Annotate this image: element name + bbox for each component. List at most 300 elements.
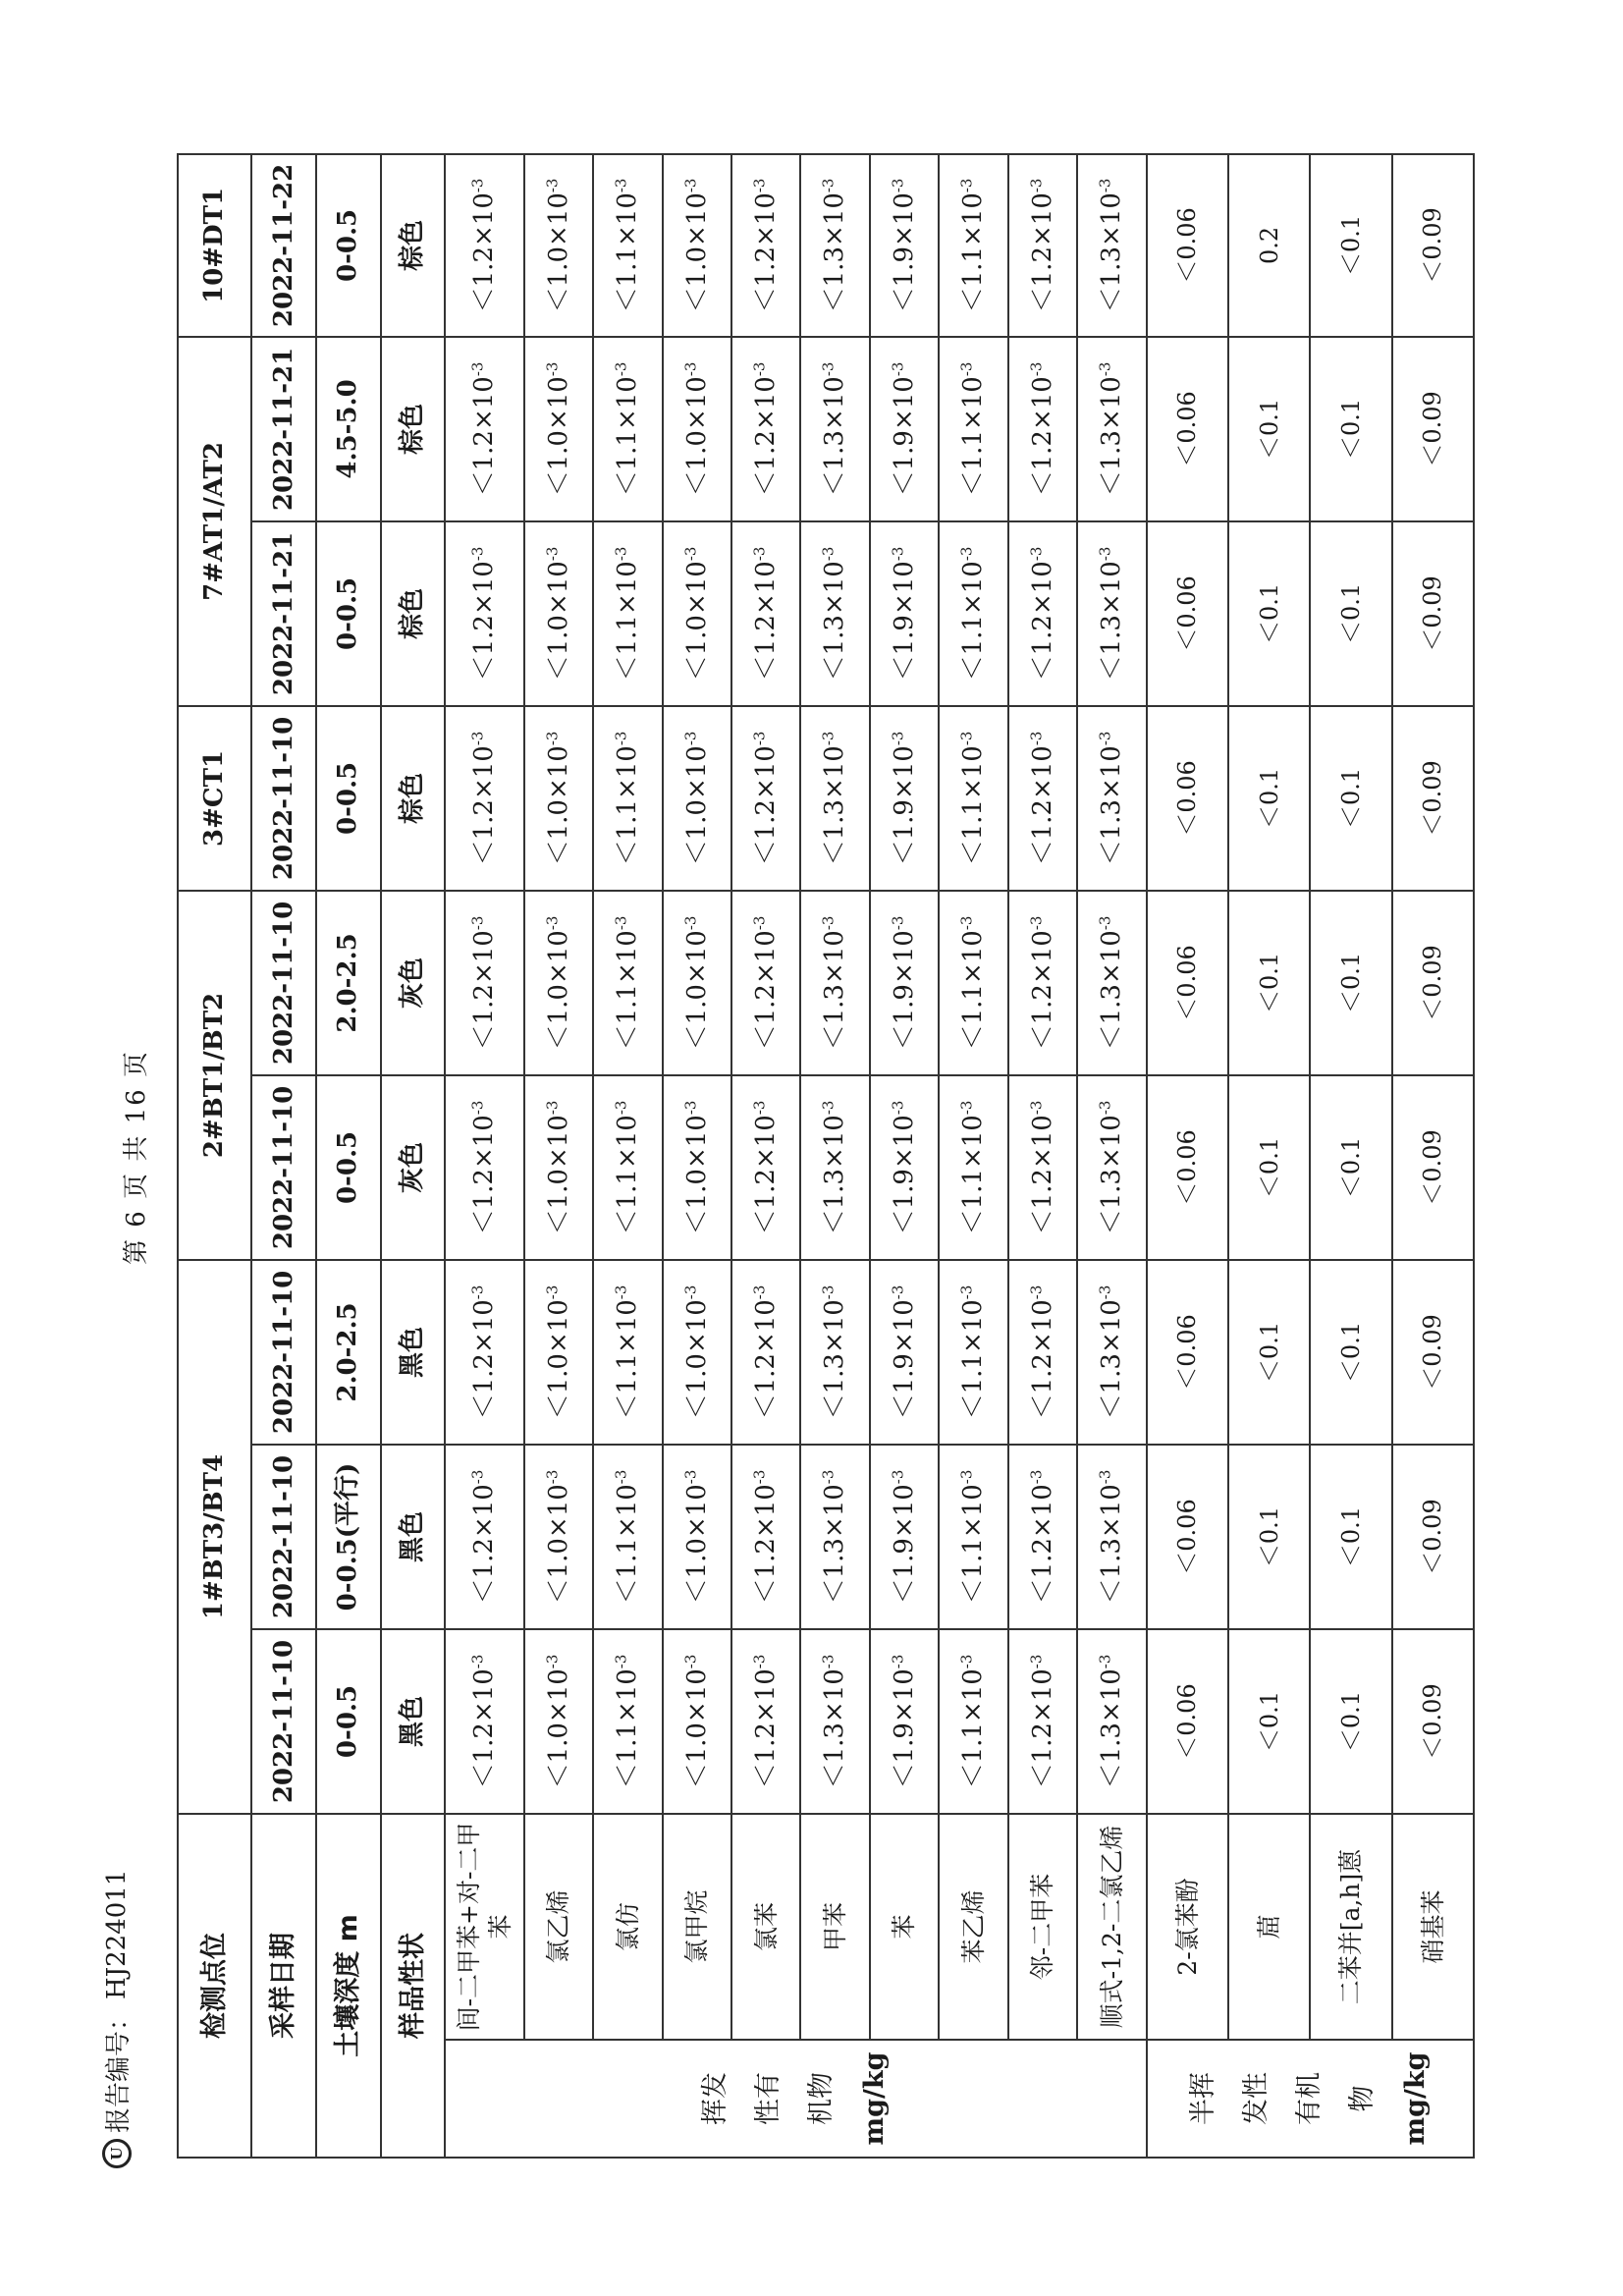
property-cell: 黑色 <box>381 1260 446 1445</box>
result-cell <box>593 1260 662 1445</box>
svoc-group-label-line: 发性 <box>1241 2072 1272 2125</box>
result-cell: ＜0.09 <box>1392 521 1474 706</box>
result-value: ＜1.1×10 <box>613 1668 643 1789</box>
result-exponent: -3 <box>750 178 769 193</box>
result-value: ＜1.0×10 <box>681 1484 712 1605</box>
result-exponent: -3 <box>750 546 769 562</box>
result-exponent: -3 <box>468 178 487 193</box>
result-cell <box>1077 891 1146 1075</box>
table-row <box>1077 154 1146 2158</box>
result-exponent: -3 <box>1026 915 1045 931</box>
result-exponent: -3 <box>1026 546 1045 562</box>
result-exponent: -3 <box>1096 1654 1114 1669</box>
soil-depth-label: 土壤深度 m <box>316 1814 381 2158</box>
result-cell <box>445 1075 523 1260</box>
compound-name: 氯甲烷 <box>663 1814 731 2040</box>
result-cell: ＜0.09 <box>1392 337 1474 521</box>
result-exponent: -3 <box>957 178 976 193</box>
date-cell: 2022-11-10 <box>251 1260 316 1445</box>
result-value: ＜1.2×10 <box>469 376 500 497</box>
result-value: ＜1.2×10 <box>1027 1668 1057 1789</box>
depth-cell: 0-0.5 <box>316 706 381 891</box>
depth-cell: 0-0.5(平行) <box>316 1445 381 1629</box>
result-value: ＜1.1×10 <box>613 192 643 313</box>
result-cell <box>593 1445 662 1629</box>
result-value: ＜1.3×10 <box>1097 1299 1127 1420</box>
result-value: ＜1.9×10 <box>889 192 919 313</box>
result-cell <box>800 1629 869 1814</box>
result-cell <box>939 154 1007 337</box>
report-number-line <box>98 1870 135 2168</box>
result-cell <box>524 521 593 706</box>
result-cell <box>731 706 800 891</box>
result-value: ＜1.9×10 <box>889 1668 919 1789</box>
result-cell <box>731 1075 800 1260</box>
result-exponent: -3 <box>1026 1285 1045 1300</box>
result-value: ＜1.3×10 <box>820 1115 850 1235</box>
result-value: ＜1.2×10 <box>750 1484 781 1605</box>
result-exponent: -3 <box>957 1285 976 1300</box>
result-cell <box>663 891 731 1075</box>
table-row <box>1228 154 1310 2158</box>
compound-name: 氯乙烯 <box>524 1814 593 2040</box>
property-cell: 黑色 <box>381 1445 446 1629</box>
result-exponent: -3 <box>612 1469 630 1485</box>
result-value: ＜1.1×10 <box>958 561 989 682</box>
result-value: ＜1.2×10 <box>1027 192 1057 313</box>
result-exponent: -3 <box>468 1285 487 1300</box>
result-exponent: -3 <box>612 1100 630 1116</box>
result-cell <box>870 1260 939 1445</box>
date-cell: 2022-11-10 <box>251 706 316 891</box>
result-cell <box>939 891 1007 1075</box>
result-value: ＜1.2×10 <box>750 192 781 313</box>
voc-group-label <box>445 2040 1146 2158</box>
table-row <box>1392 154 1474 2158</box>
result-exponent: -3 <box>889 1469 907 1485</box>
result-exponent: -3 <box>1026 361 1045 377</box>
result-cell <box>870 706 939 891</box>
result-exponent: -3 <box>819 361 838 377</box>
result-cell <box>524 1075 593 1260</box>
result-exponent: -3 <box>819 1285 838 1300</box>
result-cell <box>870 1075 939 1260</box>
result-exponent: -3 <box>468 731 487 746</box>
result-exponent: -3 <box>889 731 907 746</box>
result-cell <box>800 891 869 1075</box>
result-cell <box>731 337 800 521</box>
depth-cell: 0-0.5 <box>316 154 381 337</box>
result-exponent: -3 <box>468 1469 487 1485</box>
result-cell <box>593 1075 662 1260</box>
svoc-group-label-line: 有机 <box>1294 2072 1325 2125</box>
result-cell: ＜0.06 <box>1147 521 1228 706</box>
result-cell <box>1077 1075 1146 1260</box>
result-value: ＜1.3×10 <box>1097 1115 1127 1235</box>
result-exponent: -3 <box>680 1654 699 1669</box>
depth-cell: 2.0-2.5 <box>316 891 381 1075</box>
result-exponent: -3 <box>1096 1100 1114 1116</box>
result-value: ＜1.9×10 <box>889 376 919 497</box>
point-header-10: 10#DT1 <box>178 154 251 337</box>
result-cell <box>731 521 800 706</box>
result-exponent: -3 <box>889 361 907 377</box>
voc-group-label-line: 挥发 <box>700 2072 731 2125</box>
svoc-group-label-line: 半挥 <box>1188 2072 1219 2125</box>
result-cell <box>870 891 939 1075</box>
result-cell: ＜0.1 <box>1228 337 1310 521</box>
result-cell: ＜0.1 <box>1228 891 1310 1075</box>
result-exponent: -3 <box>957 1100 976 1116</box>
company-logo-icon: U <box>102 2139 132 2168</box>
result-value: ＜1.0×10 <box>543 930 573 1051</box>
result-value: ＜1.2×10 <box>1027 930 1057 1051</box>
result-value: ＜1.0×10 <box>681 1668 712 1789</box>
report-number-value: HJ224011 <box>101 1869 132 1999</box>
result-value: ＜1.1×10 <box>613 1484 643 1605</box>
depth-cell: 0-0.5 <box>316 1075 381 1260</box>
result-cell <box>524 891 593 1075</box>
result-cell <box>939 337 1007 521</box>
result-cell: ＜0.1 <box>1228 1075 1310 1260</box>
result-value: ＜1.2×10 <box>750 561 781 682</box>
result-value: ＜1.3×10 <box>1097 192 1127 313</box>
result-cell <box>524 706 593 891</box>
result-value: ＜1.2×10 <box>469 1299 500 1420</box>
result-cell <box>1077 154 1146 337</box>
property-cell: 棕色 <box>381 337 446 521</box>
result-cell <box>445 1629 523 1814</box>
result-exponent: -3 <box>889 178 907 193</box>
result-cell <box>1077 1445 1146 1629</box>
result-value: ＜1.1×10 <box>613 745 643 866</box>
results-table <box>177 153 1475 2159</box>
result-cell: ＜0.06 <box>1147 1445 1228 1629</box>
result-cell <box>593 521 662 706</box>
result-cell <box>1077 1629 1146 1814</box>
result-value: ＜1.1×10 <box>958 376 989 497</box>
result-exponent: -3 <box>750 1654 769 1669</box>
result-cell <box>1008 1445 1077 1629</box>
report-number-label: 报告编号： <box>104 2004 134 2133</box>
compound-name: 邻-二甲苯 <box>1008 1814 1077 2040</box>
result-cell <box>800 706 869 891</box>
corner-label: 检测点位 <box>178 1814 251 2158</box>
depth-cell: 0-0.5 <box>316 1629 381 1814</box>
result-exponent: -3 <box>1026 731 1045 746</box>
result-cell <box>1008 1629 1077 1814</box>
result-cell: ＜0.09 <box>1392 1445 1474 1629</box>
result-value: ＜1.1×10 <box>958 745 989 866</box>
svoc-group-label-unit: mg/kg <box>1400 2051 1432 2146</box>
result-exponent: -3 <box>750 361 769 377</box>
table-row <box>1310 154 1391 2158</box>
result-cell <box>445 521 523 706</box>
result-cell <box>1077 337 1146 521</box>
point-header-7: 7#AT1/AT2 <box>178 337 251 706</box>
result-exponent: -3 <box>819 915 838 931</box>
result-value: ＜1.3×10 <box>1097 1484 1127 1605</box>
row-sample-property <box>381 154 446 2158</box>
result-exponent: -3 <box>612 731 630 746</box>
result-exponent: -3 <box>680 1469 699 1485</box>
result-cell: ＜0.1 <box>1228 521 1310 706</box>
property-cell: 棕色 <box>381 706 446 891</box>
date-cell: 2022-11-10 <box>251 1629 316 1814</box>
result-cell: ＜0.1 <box>1310 706 1391 891</box>
result-exponent: -3 <box>750 915 769 931</box>
table-row <box>593 154 662 2158</box>
result-cell <box>663 1075 731 1260</box>
result-cell: ＜0.09 <box>1392 891 1474 1075</box>
result-value: ＜1.9×10 <box>889 930 919 1051</box>
result-exponent: -3 <box>543 915 562 931</box>
result-exponent: -3 <box>819 1100 838 1116</box>
result-cell <box>445 706 523 891</box>
result-exponent: -3 <box>680 361 699 377</box>
result-value: ＜1.1×10 <box>613 561 643 682</box>
result-cell <box>939 1629 1007 1814</box>
result-cell <box>731 1629 800 1814</box>
result-cell <box>800 1075 869 1260</box>
point-header-1: 1#BT3/BT4 <box>178 1260 251 1814</box>
voc-group-label-line: 机物 <box>806 2072 838 2125</box>
result-value: ＜1.2×10 <box>750 1115 781 1235</box>
result-cell: ＜0.1 <box>1310 154 1391 337</box>
result-cell <box>1008 891 1077 1075</box>
result-exponent: -3 <box>957 546 976 562</box>
table-row <box>1147 154 1228 2158</box>
compound-name: 2-氯苯酚 <box>1147 1814 1228 2040</box>
result-exponent: -3 <box>819 546 838 562</box>
result-cell: 0.2 <box>1228 154 1310 337</box>
result-value: ＜1.0×10 <box>681 561 712 682</box>
result-exponent: -3 <box>1096 731 1114 746</box>
date-cell: 2022-11-22 <box>251 154 316 337</box>
result-value: ＜1.2×10 <box>1027 745 1057 866</box>
point-header-2: 2#BT1/BT2 <box>178 891 251 1260</box>
property-cell: 棕色 <box>381 154 446 337</box>
result-exponent: -3 <box>750 1469 769 1485</box>
table-row <box>445 154 523 2158</box>
result-exponent: -3 <box>680 915 699 931</box>
result-exponent: -3 <box>1096 1285 1114 1300</box>
result-value: ＜1.9×10 <box>889 1115 919 1235</box>
result-exponent: -3 <box>680 546 699 562</box>
result-cell <box>731 154 800 337</box>
result-cell <box>524 1629 593 1814</box>
result-cell <box>524 1260 593 1445</box>
date-cell: 2022-11-21 <box>251 337 316 521</box>
date-cell: 2022-11-10 <box>251 1075 316 1260</box>
result-exponent: -3 <box>612 1654 630 1669</box>
result-cell: ＜0.09 <box>1392 154 1474 337</box>
result-exponent: -3 <box>612 1285 630 1300</box>
result-cell <box>445 154 523 337</box>
result-cell <box>939 1260 1007 1445</box>
result-cell: ＜0.09 <box>1392 706 1474 891</box>
svoc-group-label-line: 物 <box>1347 2085 1379 2112</box>
result-value: ＜1.3×10 <box>1097 930 1127 1051</box>
compound-name: 甲苯 <box>800 1814 869 2040</box>
result-cell <box>593 337 662 521</box>
result-value: ＜1.2×10 <box>1027 1115 1057 1235</box>
result-value: ＜1.2×10 <box>469 192 500 313</box>
result-cell <box>445 337 523 521</box>
compound-name: 苯 <box>870 1814 939 2040</box>
result-exponent: -3 <box>1026 178 1045 193</box>
result-value: ＜1.1×10 <box>613 930 643 1051</box>
result-exponent: -3 <box>543 361 562 377</box>
result-cell <box>870 521 939 706</box>
row-soil-depth <box>316 154 381 2158</box>
result-value: ＜1.3×10 <box>820 1668 850 1789</box>
result-exponent: -3 <box>1096 178 1114 193</box>
result-exponent: -3 <box>1026 1469 1045 1485</box>
result-value: ＜1.9×10 <box>889 745 919 866</box>
result-cell: ＜0.06 <box>1147 154 1228 337</box>
page-indicator: 第 6 页 共 16 页 <box>122 1050 151 1265</box>
result-cell <box>800 1445 869 1629</box>
result-exponent: -3 <box>957 731 976 746</box>
result-value: ＜1.0×10 <box>543 1299 573 1420</box>
sample-date-label: 采样日期 <box>251 1814 316 2158</box>
compound-name: 二苯并[a,h]蒽 <box>1310 1814 1391 2040</box>
result-value: ＜1.2×10 <box>1027 376 1057 497</box>
result-cell <box>663 337 731 521</box>
result-exponent: -3 <box>819 178 838 193</box>
result-value: ＜1.9×10 <box>889 1299 919 1420</box>
table-row <box>800 154 869 2158</box>
table-row <box>870 154 939 2158</box>
result-value: ＜1.0×10 <box>681 1299 712 1420</box>
result-exponent: -3 <box>543 1654 562 1669</box>
result-value: ＜1.0×10 <box>681 376 712 497</box>
result-value: ＜1.2×10 <box>750 930 781 1051</box>
result-cell: ＜0.1 <box>1228 1260 1310 1445</box>
result-cell <box>663 1629 731 1814</box>
result-value: ＜1.3×10 <box>820 192 850 313</box>
result-exponent: -3 <box>543 1285 562 1300</box>
result-cell <box>445 1445 523 1629</box>
result-cell <box>524 1445 593 1629</box>
table-row <box>731 154 800 2158</box>
result-cell <box>870 1445 939 1629</box>
result-cell <box>663 706 731 891</box>
svoc-group-label <box>1147 2040 1474 2158</box>
row-sample-date <box>251 154 316 2158</box>
result-value: ＜1.0×10 <box>681 745 712 866</box>
header-row-points <box>178 154 251 2158</box>
table-row <box>1008 154 1077 2158</box>
result-value: ＜1.3×10 <box>1097 376 1127 497</box>
result-cell: ＜0.1 <box>1310 1260 1391 1445</box>
result-value: ＜1.1×10 <box>613 1115 643 1235</box>
result-exponent: -3 <box>680 1285 699 1300</box>
result-value: ＜1.2×10 <box>469 561 500 682</box>
compound-name: 苯乙烯 <box>939 1814 1007 2040</box>
result-value: ＜1.2×10 <box>750 376 781 497</box>
result-exponent: -3 <box>1096 1469 1114 1485</box>
result-value: ＜1.2×10 <box>750 1299 781 1420</box>
voc-group-label-unit: mg/kg <box>859 2051 891 2146</box>
result-value: ＜1.0×10 <box>543 745 573 866</box>
sample-property-label: 样品性状 <box>381 1814 446 2158</box>
result-cell <box>731 1445 800 1629</box>
result-exponent: -3 <box>468 1654 487 1669</box>
result-exponent: -3 <box>819 1654 838 1669</box>
result-exponent: -3 <box>468 915 487 931</box>
result-value: ＜1.1×10 <box>958 192 989 313</box>
result-value: ＜1.3×10 <box>820 930 850 1051</box>
result-cell <box>1008 1075 1077 1260</box>
result-cell <box>593 891 662 1075</box>
result-value: ＜1.2×10 <box>469 745 500 866</box>
result-value: ＜1.2×10 <box>750 745 781 866</box>
result-value: ＜1.1×10 <box>958 1484 989 1605</box>
result-cell <box>731 1260 800 1445</box>
result-exponent: -3 <box>819 1469 838 1485</box>
result-cell: ＜0.06 <box>1147 1629 1228 1814</box>
result-cell <box>1008 154 1077 337</box>
result-exponent: -3 <box>543 1469 562 1485</box>
result-cell: ＜0.1 <box>1310 521 1391 706</box>
result-value: ＜1.3×10 <box>820 1484 850 1605</box>
result-cell: ＜0.06 <box>1147 1260 1228 1445</box>
result-cell: ＜0.06 <box>1147 1075 1228 1260</box>
result-value: ＜1.3×10 <box>1097 745 1127 866</box>
result-value: ＜1.1×10 <box>958 1299 989 1420</box>
result-exponent: -3 <box>612 546 630 562</box>
result-cell <box>593 154 662 337</box>
result-cell <box>593 1629 662 1814</box>
result-cell: ＜0.1 <box>1310 891 1391 1075</box>
result-exponent: -3 <box>612 915 630 931</box>
result-exponent: -3 <box>543 731 562 746</box>
result-cell <box>870 1629 939 1814</box>
result-cell <box>663 154 731 337</box>
result-cell <box>1008 337 1077 521</box>
table-row <box>663 154 731 2158</box>
result-cell: ＜0.06 <box>1147 337 1228 521</box>
result-value: ＜1.2×10 <box>469 930 500 1051</box>
result-value: ＜1.0×10 <box>681 930 712 1051</box>
compound-name: 䓛 <box>1228 1814 1310 2040</box>
result-cell: ＜0.1 <box>1228 1629 1310 1814</box>
result-cell: ＜0.1 <box>1310 1445 1391 1629</box>
result-exponent: -3 <box>957 1469 976 1485</box>
result-exponent: -3 <box>468 1100 487 1116</box>
result-value: ＜1.0×10 <box>543 1668 573 1789</box>
depth-cell: 4.5-5.0 <box>316 337 381 521</box>
result-cell <box>1077 1260 1146 1445</box>
result-cell <box>663 1260 731 1445</box>
date-cell: 2022-11-10 <box>251 891 316 1075</box>
result-cell <box>1077 706 1146 891</box>
result-value: ＜1.3×10 <box>820 376 850 497</box>
compound-name: 硝基苯 <box>1392 1814 1474 2040</box>
result-value: ＜1.0×10 <box>543 1484 573 1605</box>
result-value: ＜1.2×10 <box>750 1668 781 1789</box>
result-exponent: -3 <box>750 1285 769 1300</box>
result-cell: ＜0.06 <box>1147 891 1228 1075</box>
result-cell <box>870 337 939 521</box>
result-cell <box>1008 706 1077 891</box>
result-cell <box>445 891 523 1075</box>
result-cell <box>524 154 593 337</box>
property-cell: 棕色 <box>381 521 446 706</box>
result-exponent: -3 <box>680 1100 699 1116</box>
